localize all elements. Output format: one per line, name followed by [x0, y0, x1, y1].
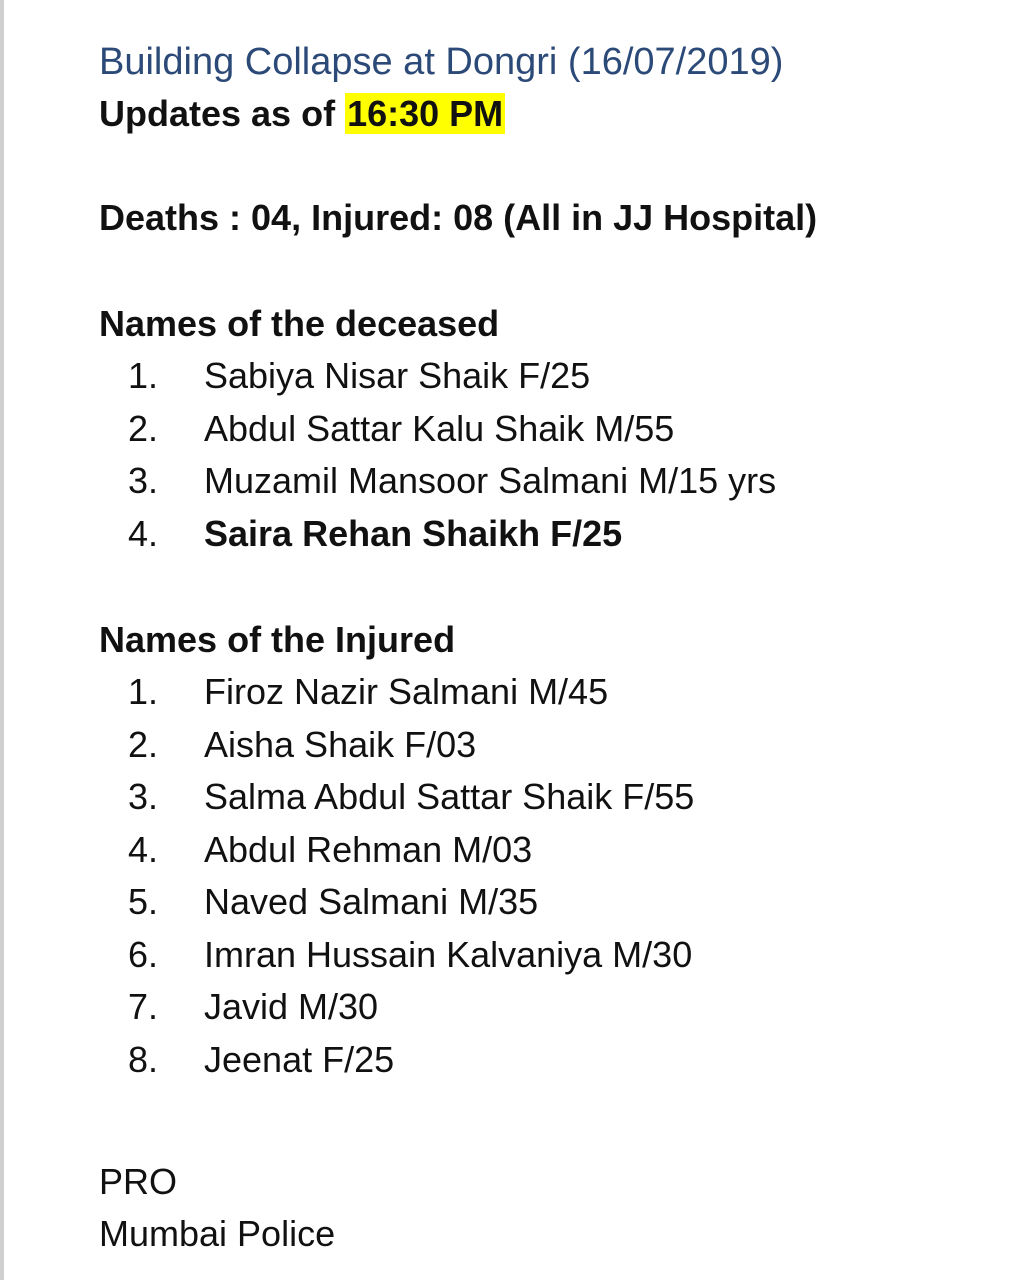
list-item — [99, 350, 999, 403]
injured-heading: Names of the Injured — [99, 619, 456, 660]
signoff-organization: Mumbai Police — [99, 1213, 336, 1254]
deceased-name: Sabiya Nisar Shaik F/25 — [204, 355, 591, 396]
update-time-highlight: 16:30 PM — [347, 93, 504, 134]
signoff-title: PRO — [99, 1161, 178, 1202]
press-note-document — [99, 36, 999, 1260]
list-item — [99, 981, 999, 1034]
list-item — [99, 824, 999, 877]
deceased-name: Muzamil Mansoor Salmani M/15 yrs — [204, 460, 777, 501]
list-number: 7. — [128, 986, 159, 1027]
list-number: 8. — [128, 1038, 159, 1080]
signoff-block — [99, 1156, 999, 1260]
injured-name: Javid M/30 — [204, 986, 379, 1027]
injured-name: Salma Abdul Sattar Shaik F/55 — [204, 776, 695, 817]
page-edge-divider — [0, 0, 4, 1280]
list-number: 2. — [128, 407, 159, 449]
list-item — [99, 929, 999, 982]
deceased-name: Saira Rehan Shaikh F/25 — [204, 512, 623, 554]
list-item — [99, 876, 999, 929]
injured-name: Firoz Nazir Salmani M/45 — [204, 671, 609, 712]
list-item — [99, 771, 999, 824]
deceased-name: Abdul Sattar Kalu Shaik M/55 — [204, 407, 675, 449]
list-number: 2. — [128, 723, 159, 765]
list-number: 3. — [128, 776, 159, 817]
list-item — [99, 455, 999, 508]
list-number: 1. — [128, 671, 159, 712]
injured-name: Jeenat F/25 — [204, 1038, 395, 1080]
injured-name: Abdul Rehman M/03 — [204, 828, 533, 870]
document-title: Building Collapse at Dongri (16/07/2019) — [99, 41, 784, 83]
injured-name: Aisha Shaik F/03 — [204, 723, 477, 765]
list-item — [99, 403, 999, 456]
deceased-list — [99, 350, 999, 560]
list-number: 3. — [128, 460, 159, 501]
update-time-line — [99, 88, 999, 140]
injured-name: Naved Salmani M/35 — [204, 881, 539, 922]
injured-name: Imran Hussain Kalvaniya M/30 — [204, 933, 693, 975]
update-prefix: Updates as of — [99, 93, 346, 134]
list-item — [99, 666, 999, 719]
list-number: 6. — [128, 933, 159, 975]
injured-list — [99, 666, 999, 1086]
list-number: 4. — [128, 512, 159, 554]
list-item — [99, 1034, 999, 1087]
casualty-summary: Deaths : 04, Injured: 08 (All in JJ Hospital) — [99, 197, 818, 238]
deceased-heading: Names of the deceased — [99, 303, 500, 344]
list-number: 5. — [128, 881, 159, 922]
list-item — [99, 508, 999, 561]
list-number: 1. — [128, 355, 159, 396]
list-item — [99, 719, 999, 772]
list-number: 4. — [128, 828, 159, 870]
